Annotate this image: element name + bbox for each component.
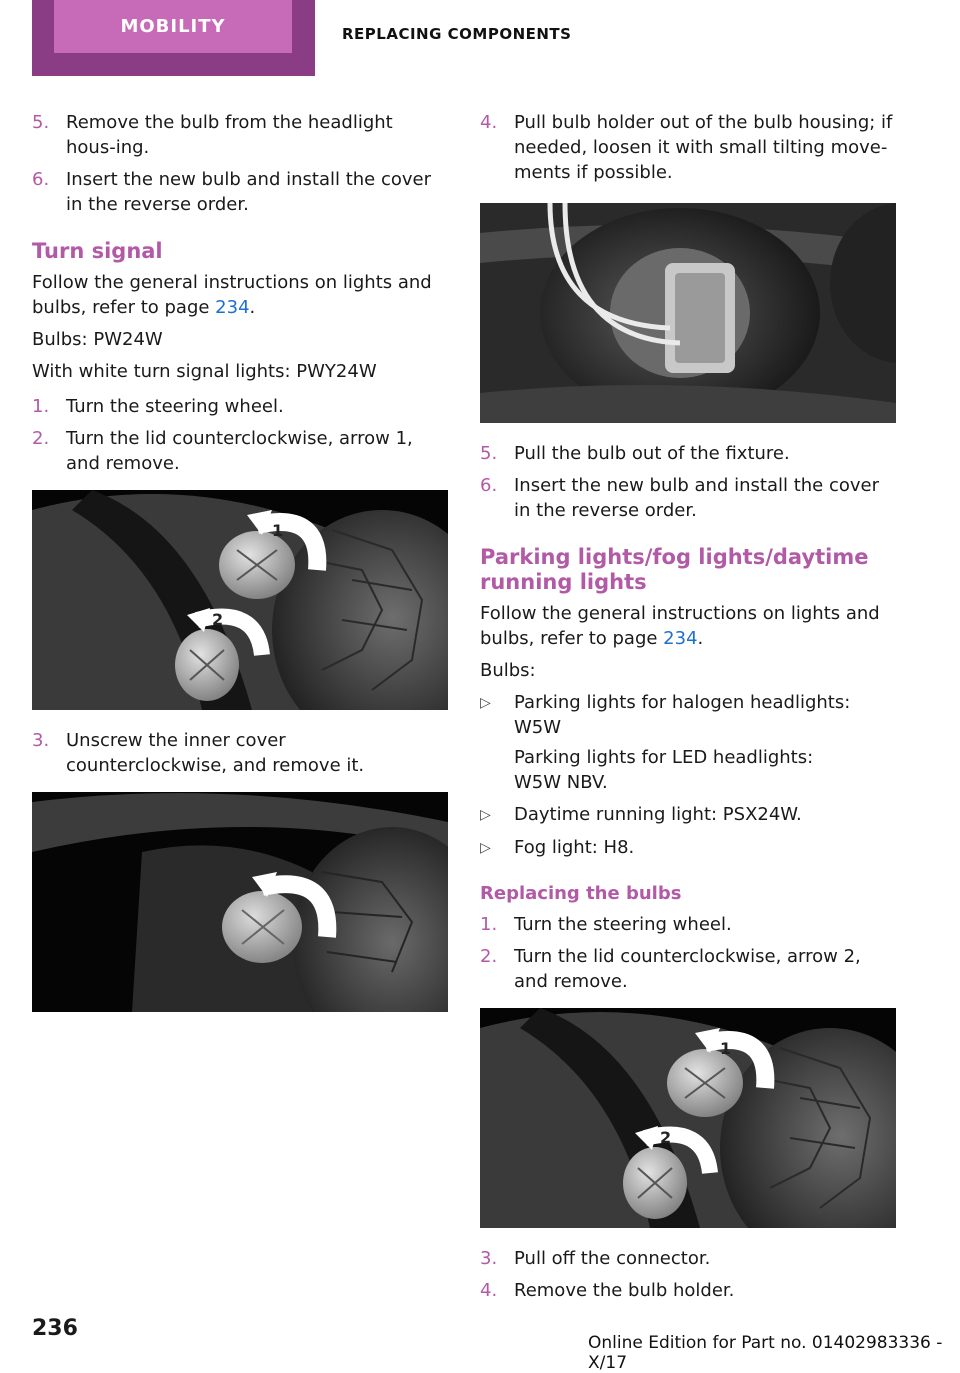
bullet-daytime bbox=[480, 802, 896, 828]
intro-paragraph bbox=[480, 601, 896, 651]
step-4 bbox=[480, 110, 896, 185]
bullet-sub-line: W5W NBV. bbox=[514, 772, 608, 793]
step-text: Remove the bulb from the headlight hous‐ing. bbox=[66, 112, 393, 158]
step-5 bbox=[32, 110, 448, 160]
bulbs-label: Bulbs: bbox=[480, 660, 536, 681]
step-number: 6. bbox=[480, 475, 498, 496]
left-column bbox=[32, 110, 448, 1030]
intro-text: Follow the general instructions on lights and bulbs, refer to page bbox=[480, 603, 880, 649]
step-number: 4. bbox=[480, 1280, 498, 1301]
page-link[interactable]: 234 bbox=[215, 297, 250, 318]
right-column bbox=[480, 110, 896, 1310]
intro-end: . bbox=[249, 297, 256, 318]
white-bulbs-text: With white turn signal lights: PWY24W bbox=[32, 361, 377, 382]
step-number: 1. bbox=[32, 396, 50, 417]
step-6-right bbox=[480, 473, 896, 523]
step-2 bbox=[32, 426, 448, 476]
bullet-text: Daytime running light: PSX24W. bbox=[514, 804, 802, 825]
step-2-right bbox=[480, 944, 896, 994]
intro-end: . bbox=[697, 628, 704, 649]
intro-paragraph bbox=[32, 270, 448, 320]
step-number: 6. bbox=[32, 169, 50, 190]
step-4-right bbox=[480, 1278, 896, 1303]
subheading-replacing: Replacing the bulbs bbox=[480, 883, 682, 904]
step-number: 4. bbox=[480, 112, 498, 133]
step-number: 2. bbox=[32, 428, 50, 449]
bullet-text: Parking lights for halogen headlights: W5W bbox=[514, 692, 851, 738]
figure-turn-signal-covers bbox=[32, 490, 448, 710]
step-number: 5. bbox=[32, 112, 50, 133]
step-text: Turn the lid counterclockwise, arrow 1, and remove. bbox=[66, 428, 413, 474]
step-text: Insert the new bulb and install the cover in the reverse order. bbox=[66, 169, 432, 215]
step-3-right bbox=[480, 1246, 896, 1271]
step-number: 2. bbox=[480, 946, 498, 967]
bullet-text: Fog light: H8. bbox=[514, 837, 635, 858]
step-number: 3. bbox=[32, 730, 50, 751]
page-link[interactable]: 234 bbox=[663, 628, 698, 649]
arrow-2-label: 2 bbox=[212, 610, 224, 629]
step-text: Turn the lid counterclockwise, arrow 2, and remove. bbox=[514, 946, 861, 992]
bullet-parking bbox=[480, 690, 896, 740]
bullet-fog bbox=[480, 835, 896, 861]
step-number: 3. bbox=[480, 1248, 498, 1269]
step-text: Unscrew the inner cover counterclockwise, and remove it. bbox=[66, 730, 365, 776]
chapter-tab: MOBILITY bbox=[54, 0, 292, 53]
step-number: 5. bbox=[480, 443, 498, 464]
step-text: Remove the bulb holder. bbox=[514, 1280, 735, 1301]
bullet-triangle-icon: ▷ bbox=[480, 695, 491, 711]
step-3 bbox=[32, 728, 448, 778]
bullet-sub-line: Parking lights for LED headlights: bbox=[514, 747, 814, 768]
step-text: Pull bulb holder out of the bulb housing; if needed, loosen it with small tilting move‐ments if possible. bbox=[514, 112, 893, 183]
step-6 bbox=[32, 167, 448, 217]
arrow-2-label: 2 bbox=[660, 1128, 672, 1147]
step-5-right bbox=[480, 441, 896, 466]
bullet-triangle-icon: ▷ bbox=[480, 807, 491, 823]
heading-turn-signal: Turn signal bbox=[32, 239, 163, 263]
figure-inner-cover bbox=[32, 792, 448, 1012]
bullet-triangle-icon: ▷ bbox=[480, 840, 491, 856]
step-text: Pull off the connector. bbox=[514, 1248, 711, 1269]
heading-parking-lights: Parking lights/fog lights/daytime running lights bbox=[480, 545, 869, 594]
edition-footer: Online Edition for Part no. 01402983336 - X/17 bbox=[588, 1333, 943, 1373]
step-1 bbox=[32, 394, 448, 419]
figure-fog-light-covers bbox=[480, 1008, 896, 1228]
bulbs-text: Bulbs: PW24W bbox=[32, 329, 163, 350]
step-text: Insert the new bulb and install the cover in the reverse order. bbox=[514, 475, 880, 521]
page-number: 236 bbox=[32, 1316, 78, 1341]
arrow-1-label: 1 bbox=[272, 521, 284, 540]
arrow-1-label: 1 bbox=[720, 1039, 732, 1058]
intro-text: Follow the general instructions on lights and bulbs, refer to page bbox=[32, 272, 432, 318]
figure-bulb-holder bbox=[480, 203, 896, 423]
step-text: Pull the bulb out of the fixture. bbox=[514, 443, 790, 464]
step-text: Turn the steering wheel. bbox=[514, 914, 732, 935]
step-text: Turn the steering wheel. bbox=[66, 396, 284, 417]
step-number: 1. bbox=[480, 914, 498, 935]
step-1-right bbox=[480, 912, 896, 937]
section-title: REPLACING COMPONENTS bbox=[342, 25, 572, 43]
